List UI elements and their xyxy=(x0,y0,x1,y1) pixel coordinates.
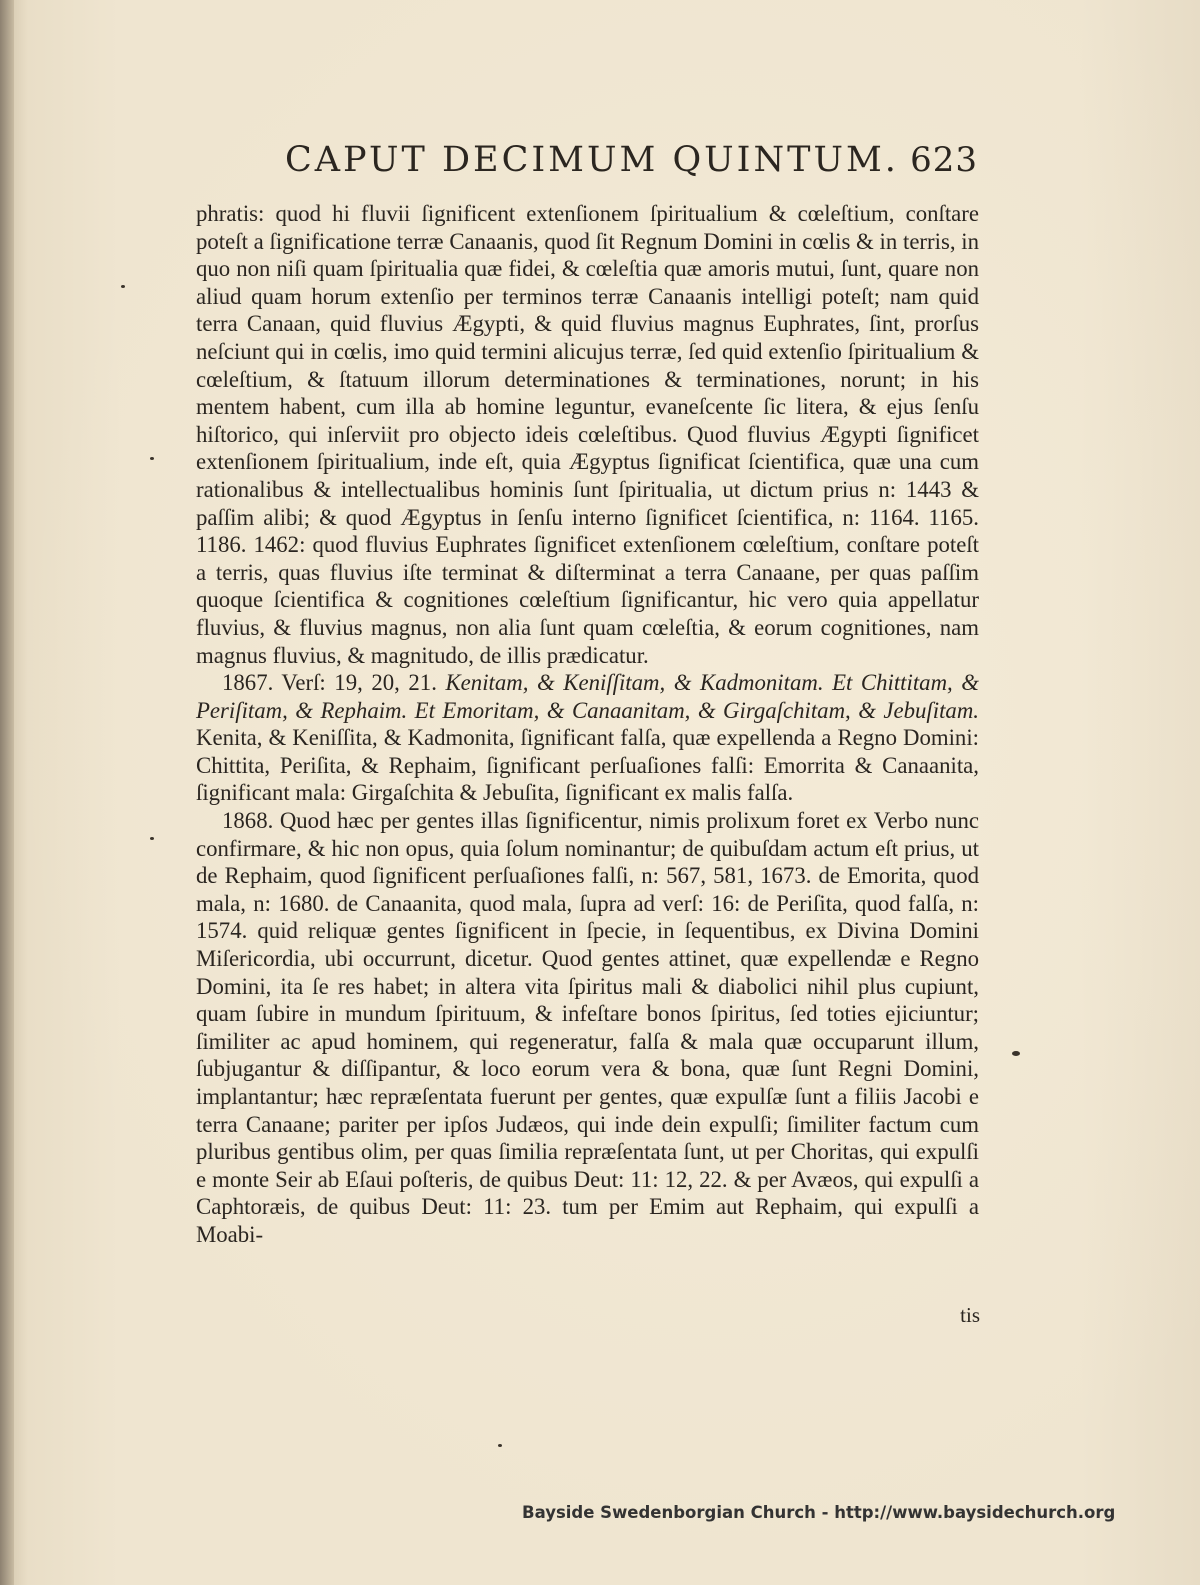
footer-credit: Bayside Swedenborgian Church - http://www.baysidechurch.org xyxy=(522,1503,1116,1522)
book-gutter-shadow xyxy=(0,0,14,1585)
paragraph-continuation: phratis: quod hi fluvii ſignificent extenſionem ſpiritualium & cœleſtium, conſtare poteſt a ſignificatione terræ Canaanis, quod ſit Regnum Domini in cœlis & in terris, in quo non niſi quam ſpiritualia quæ fidei, & cœleſtia quæ amoris mutui, ſunt, quare non aliud quam horum extenſio per terminos terræ Canaanis intelligi poteſt; nam quid terra Canaan, quid fluvius Ægypti, & quid fluvius magnus Euphrates, ſint, prorſus neſciunt qui in cœlis, imo quid termini alicujus terræ, ſed quid extenſio ſpiritualium & cœleſtium, & ſtatuum illorum determinationes & terminationes, norunt; in his mentem habent, cum illa ab homine leguntur, evaneſcente ſic litera, & ejus ſenſu hiſtorico, qui inſerviit pro objecto ideis cœleſtibus. Quod fluvius Ægypti ſignificet extenſionem ſpiritualium, inde eſt, quia Ægyptus ſignificat ſcientifica, quæ una cum rationalibus & intellectualibus hominis ſunt ſpiritualia, ut dictum prius n: 1443 & paſſim alibi; & quod Ægyptus in ſenſu interno ſignificet ſcientifica, n: 1164. 1165. 1186. 1462: quod fluvius Euphrates ſignificet extenſionem cœleſtium, conſtare poteſt a terris, quas fluvius iſte terminat & diſterminat a terra Canaane, per quas paſſim quoque ſcientifica & cognitiones cœleſtium ſignificantur, hic vero quia appellatur fluvius, & fluvius magnus, non alia ſunt quam cœleſtia, & eorum cognitiones, nam magnus fluvius, & magnitudo, de illis prædicatur. xyxy=(196,201,979,668)
verse-quotation: Kenitam, & Keniſſitam, & Kadmonitam. Et Chittitam, & Periſitam, & Rephaim. Et Emoritam, & Canaanitam, & Girgaſchitam, & Jebuſitam. xyxy=(196,670,980,723)
page-number: 623 xyxy=(910,140,978,180)
ink-speck xyxy=(121,285,125,288)
ink-speck xyxy=(150,457,154,460)
running-title: CAPUT DECIMUM QUINTUM. xyxy=(285,140,899,180)
body-text xyxy=(196,200,979,1249)
verse-reference: 1867. Verſ: 19, 20, 21. xyxy=(222,670,437,696)
ink-speck xyxy=(150,837,154,840)
paragraph-1867 xyxy=(196,669,979,807)
catchword: tis xyxy=(960,1303,980,1327)
ink-speck xyxy=(498,1444,502,1447)
running-head xyxy=(190,140,990,188)
paragraph-1868: 1868. Quod hæc per gentes illas ſignificentur, nimis prolixum foret ex Verbo nunc confirmare, & hic non opus, quia ſolum nominantur; de quibuſdam actum eſt prius, ut de Rephaim, quod ſignificent perſuaſiones falſi, n: 567, 581, 1673. de Emorita, quod mala, n: 1680. de Canaanita, quod mala, ſupra ad verſ: 16: de Periſita, quod falſa, n: 1574. quid reliquæ gentes ſignificent in ſpecie, in ſequentibus, ex Divina Domini Miſericordia, ubi occurrunt, dicetur. Quod gentes attinet, quæ expellendæ e Regno Domini, ita ſe res habet; in altera vita ſpiritus mali & diabolici nihil plus cupiunt, quam ſubire in mundum ſpirituum, & infeſtare bonos ſpiritus, ſed toties ejiciuntur; ſimiliter ac apud hominem, qui regeneratur, falſa & mala quæ occuparunt illum, ſubjugantur & diſſipantur, & loco eorum vera & bona, quæ ſunt Regni Domini, implantantur; hæc repræſentata fuerunt per gentes, quæ expulſæ ſunt a filiis Jacobi e terra Canaane; pariter per ipſos Judæos, qui inde dein expulſi; ſimiliter factum cum pluribus gentibus olim, per quas ſimilia repræſentata ſunt, ut per Choritas, qui expulſi e monte Seir ab Eſaui poſteris, de quibus Deut: 11: 12, 22. & per Avæos, qui expulſi a Caphtoræis, de quibus Deut: 11: 23. tum per Emim aut Rephaim, qui expulſi a Moabi- xyxy=(196,808,979,1247)
ink-speck xyxy=(1012,1051,1020,1056)
verse-explanation: Kenita, & Keniſſita, & Kadmonita, ſignificant falſa, quæ expellenda a Regno Domini: Chittita, Periſita, & Rephaim, ſignificant perſuaſiones falſi: Emorrita & Canaanita, ſignificant mala: Girgaſchita & Jebuſita, ſignificant ex malis falſa. xyxy=(196,725,979,806)
